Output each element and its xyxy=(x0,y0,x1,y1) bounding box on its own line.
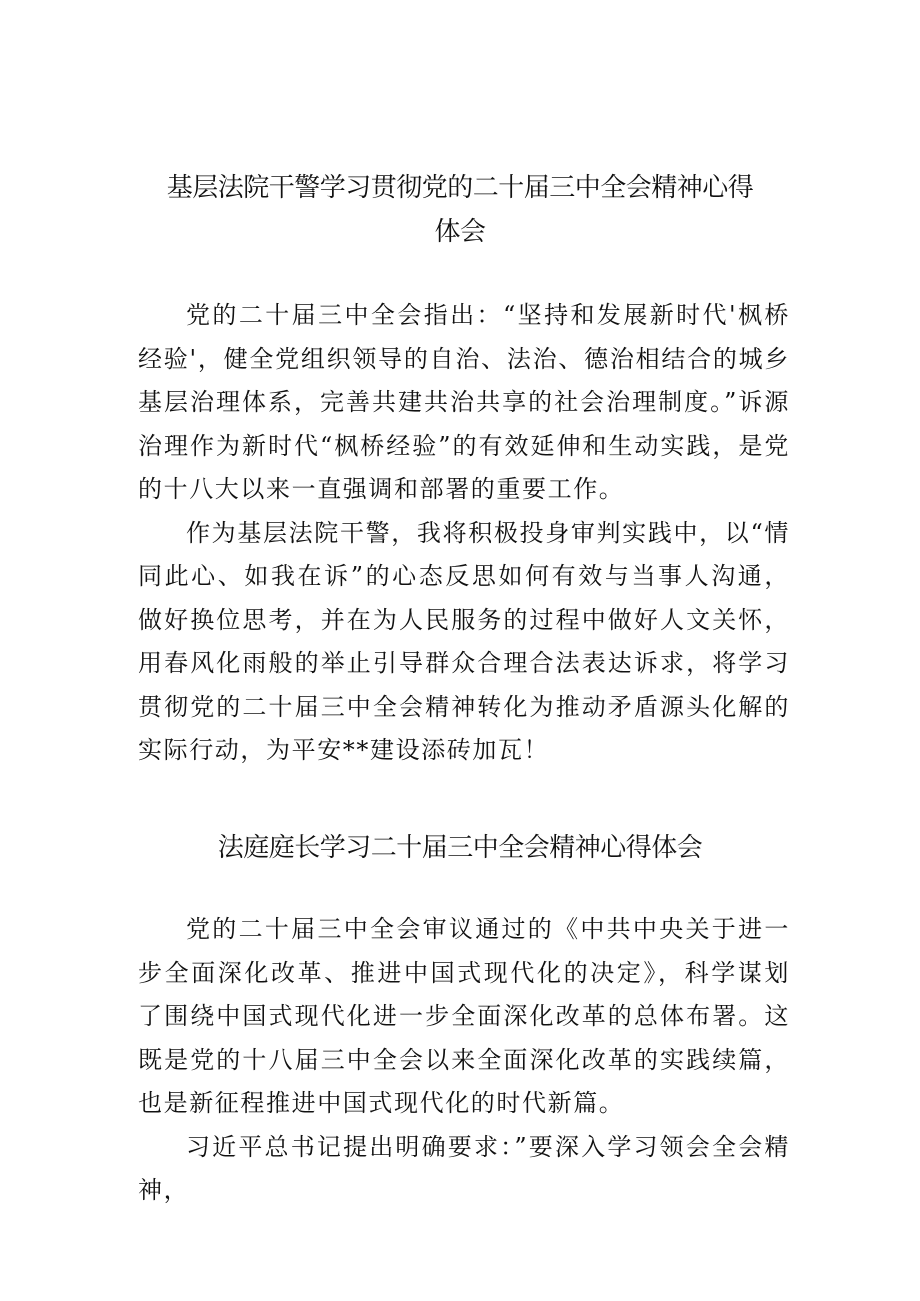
section-1-paragraph-1: 党的二十届三中全会指出：“坚持和发展新时代'枫桥经验'，健全党组织领导的自治、法治、德治相结合的城乡基层治理体系，完善共建共治共享的社会治理制度。”诉源治理作为新时代“枫桥经验”的有效延伸和生动实践，是党的十八大以来一直强调和部署的重要工作。 xyxy=(138,301,790,503)
section-2-body xyxy=(138,908,790,1213)
section-2-paragraph-2: 习近平总书记提出明确要求：”要深入学习领会全会精神， xyxy=(138,1132,790,1204)
section-2-title xyxy=(120,826,800,870)
section-1-body xyxy=(138,294,790,773)
section-1-title-line-2: 体会 xyxy=(434,217,486,247)
section-1-title xyxy=(120,166,800,254)
section-1-title-line-1: 基层法院干警学习贯彻党的二十届三中全会精神心得 xyxy=(166,173,754,203)
section-1-paragraph-2: 作为基层法院干警，我将积极投身审判实践中，以“情同此心、如我在诉”的心态反思如何有效与当事人沟通，做好换位思考，并在为人民服务的过程中做好人文关怀，用春风化雨般的举止引导群众合理合法表达诉求，将学习贯彻党的二十届三中全会精神转化为推动矛盾源头化解的实际行动，为平安**建设添砖加瓦！ xyxy=(138,518,790,764)
section-2-title-line-1: 法庭庭长学习二十届三中全会精神心得体会 xyxy=(217,833,703,863)
section-2-paragraph-1: 党的二十届三中全会审议通过的《中共中央关于进一步全面深化改革、推进中国式现代化的决定》，科学谋划了围绕中国式现代化进一步全面深化改革的总体布署。这既是党的十八届三中全会以来全面深化改革的实践续篇，也是新征程推进中国式现代化的时代新篇。 xyxy=(138,915,790,1117)
